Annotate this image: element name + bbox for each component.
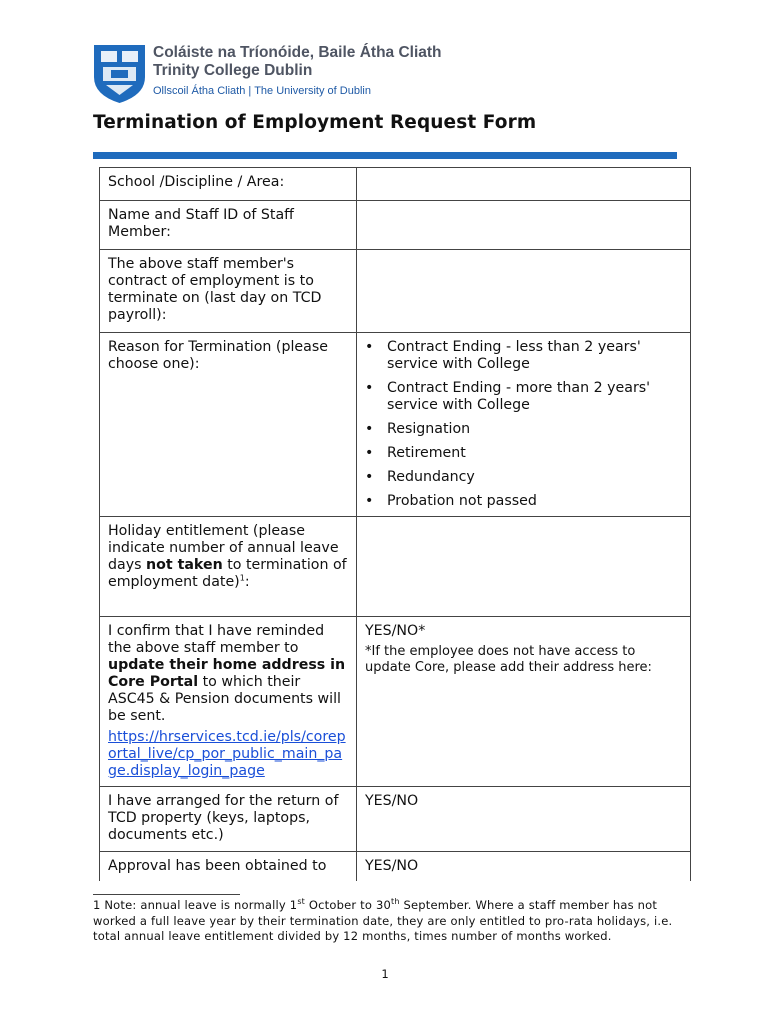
- form-row-confirm-address: [100, 617, 691, 787]
- property-yes-no: YES/NO: [365, 793, 419, 809]
- confirm-label-text: I confirm that I have reminded the above staff member to: [108, 623, 325, 656]
- reason-option[interactable]: • Redundancy: [365, 469, 682, 486]
- logo-irish-name: Coláiste na Tríonóide, Baile Átha Cliath: [153, 44, 442, 61]
- form-title: Termination of Employment Request Form: [93, 112, 537, 133]
- logo-english-name: Trinity College Dublin: [153, 62, 313, 79]
- holiday-field[interactable]: [357, 517, 691, 617]
- reason-option[interactable]: • Retirement: [365, 445, 682, 462]
- form-row-reason: [100, 333, 691, 517]
- name-field[interactable]: [357, 201, 691, 250]
- property-label: I have arranged for the return of TCD property (keys, laptops, documents etc.): [100, 787, 357, 852]
- form-row-contract-end: [100, 250, 691, 333]
- footnote-rule: [93, 894, 240, 895]
- school-label: School /Discipline / Area:: [100, 168, 357, 201]
- reason-option[interactable]: • Contract Ending - less than 2 years' service with College: [365, 339, 682, 373]
- confirm-label-text-end: to which their ASC45 & Pension documents will be sent.: [108, 674, 341, 724]
- form-row-property: [100, 787, 691, 852]
- confirm-address-field[interactable]: [357, 617, 691, 787]
- approval-yes-no: YES/NO: [365, 858, 419, 874]
- form-row-school: [100, 168, 691, 201]
- school-field[interactable]: [357, 168, 691, 201]
- property-field[interactable]: [357, 787, 691, 852]
- approval-label: Approval has been obtained to: [100, 852, 357, 882]
- form-row-approval: [100, 852, 691, 882]
- footnote-text-end: September. Where a staff member has not worked a full leave year by their termination date, they are only entitled to pro-rata holidays, i.e. total annual leave entitlement divided by 12 months, times number of months worked.: [93, 898, 673, 943]
- holiday-label: [100, 517, 357, 617]
- confirm-label-emphasis: update their home address in Core Portal: [108, 657, 346, 690]
- form-row-name: [100, 201, 691, 250]
- approval-field[interactable]: [357, 852, 691, 882]
- form-row-holiday: [100, 517, 691, 617]
- reason-option[interactable]: • Contract Ending - more than 2 years' service with College: [365, 380, 682, 414]
- request-form-table: [99, 167, 691, 881]
- holiday-label-text-end: to termination of employment date): [108, 557, 347, 590]
- reason-label: Reason for Termination (please choose one):: [100, 333, 357, 517]
- logo-text: [153, 44, 442, 99]
- logo-english-university: The University of Dublin: [254, 85, 371, 97]
- title-rule: [93, 152, 677, 159]
- footnote-text-mid: October to 30: [305, 898, 391, 912]
- name-label: Name and Staff ID of Staff Member:: [100, 201, 357, 250]
- footnote-sup-th: th: [391, 897, 400, 907]
- contract-end-field[interactable]: [357, 250, 691, 333]
- page-cut-mask: [99, 887, 693, 897]
- logo-university-line: [153, 83, 442, 99]
- confirm-address-label: [100, 617, 357, 787]
- contract-end-label: The above staff member's contract of employment is to terminate on (last day on TCD payroll):: [100, 250, 357, 333]
- logo-irish-university: Ollscoil Átha Cliath: [153, 85, 246, 97]
- footnote-ref: 1: [239, 573, 245, 583]
- footnote: [93, 898, 678, 945]
- footnote-sup-st: st: [297, 897, 306, 907]
- reason-options: [357, 333, 691, 517]
- logo-separator: |: [248, 85, 252, 97]
- page-number: 1: [381, 967, 389, 981]
- holiday-label-emphasis: not taken: [146, 557, 223, 573]
- core-portal-link[interactable]: https://hrservices.tcd.ie/pls/coreportal_live/cp_por_public_main_page.display_login_page: [108, 729, 346, 779]
- reason-list: [365, 339, 682, 510]
- confirm-address-note: *If the employee does not have access to update Core, please add their address here:: [365, 644, 652, 675]
- confirm-yes-no: YES/NO*: [365, 623, 426, 639]
- reason-option[interactable]: • Resignation: [365, 421, 682, 438]
- footnote-text-start: 1 Note: annual leave is normally 1: [93, 898, 298, 912]
- holiday-label-text: Holiday entitlement (please indicate number of annual leave days: [108, 523, 339, 573]
- holiday-label-colon: :: [244, 574, 250, 590]
- tcd-crest-icon: [92, 43, 147, 109]
- reason-option[interactable]: • Probation not passed: [365, 493, 682, 510]
